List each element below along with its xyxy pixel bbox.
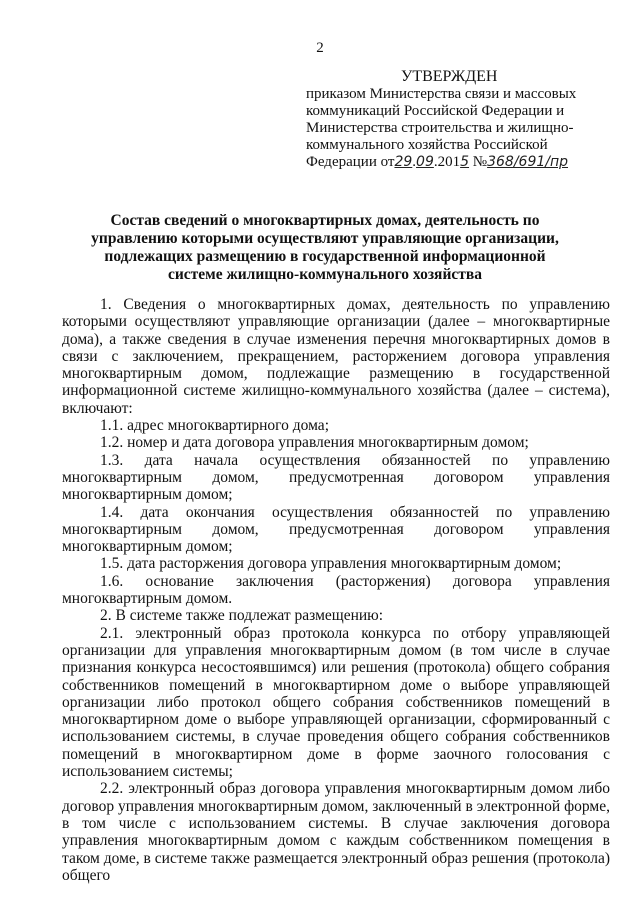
approval-line: коммуникаций Российской Федерации и [306,103,565,119]
item-1-2: 1.2. номер и дата договора управления многоквартирным домом; [100,434,529,452]
item-1-1: 1.1. адрес многоквартирного дома; [100,417,329,435]
approval-line: приказом Министерства связи и массовых [306,86,577,102]
approval-line: Министерства строительства и жилищно- [306,120,574,136]
item-2-1: 2.1. электронный образ протокола конкурса по отбору управляющей организации для управления многоквартирным домом (в том числе в случае признания конкурса несостоявшимся) или решения (протокола) общего собрания собственников помещений в многоквартирном доме о выборе управляющей организации либо протокол общего собрания собственников помещений в многоквартирном доме о выборе управляющей организации, сформированный с использованием системы, в случае проведения общего собрания собственников помещений в многоквартирном доме в форме заочного голосования с использованием системы; [62,624,610,781]
item-1-3: 1.3. дата начала осуществления обязанностей по управлению многоквартирным домом, предусмотренная договором управления многоквартирным домом; [62,451,610,504]
title-line: управлению которыми осуществляют управляющие организации, [91,230,559,247]
handwritten-day: 29 [394,154,413,170]
title-line: системе жилищно-коммунального хозяйства [167,266,482,283]
date-year-prefix: .201 [433,154,461,170]
item-1-5: 1.5. дата расторжения договора управления многоквартирным домом; [100,555,562,573]
paragraph-2: 2. В системе также подлежат размещению: [100,607,384,625]
approval-heading: УТВЕРЖДЕН [401,68,498,85]
paragraph-1: 1. Сведения о многоквартирных домах, деятельность по управлению которыми осуществляют управляющие организации (далее – многоквартирные дома), а также сведения в случае изменения перечня многоквартирных домов в связи с заключением, прекращением, расторжением договора управления многоквартирным домом, подлежащие размещению в государственной информационной системе жилищно-коммунального хозяйства (далее – система), включают: [62,296,610,417]
page-number: 2 [316,40,324,56]
title-line: Состав сведений о многоквартирных домах, деятельность по [110,212,540,229]
title-line: подлежащих размещению в государственной информационной [104,248,546,265]
number-prefix: № [469,154,488,170]
approval-stamp [306,68,606,171]
item-1-4: 1.4. дата окончания осуществления обязанностей по управлению многоквартирным домом, предусмотренная договором управления многоквартирным домом; [62,503,610,556]
date-prefix: Федерации от [306,154,395,170]
handwritten-month: 09 [416,154,434,170]
handwritten-year-digit: 5 [460,154,470,170]
approval-date-line: Федерации от29.09.2015 №368/691/пр [306,154,569,170]
handwritten-order-number: 368/691/пр [487,154,569,170]
approval-line: коммунального хозяйства Российской [306,137,548,153]
item-2-2: 2.2. электронный образ договора управления многоквартирным домом либо договор управления многоквартирным домом, заключенный в электронной форме, в том числе с использованием системы. В случае заключения договора управления многоквартирным домом с каждым собственником помещения в таком доме, в системе также размещается электронный образ решения (протокола) общего [62,780,610,884]
item-1-6: 1.6. основание заключения (расторжения) договора управления многоквартирным домом. [62,572,610,608]
document-title [60,212,590,284]
document-body [62,296,610,884]
